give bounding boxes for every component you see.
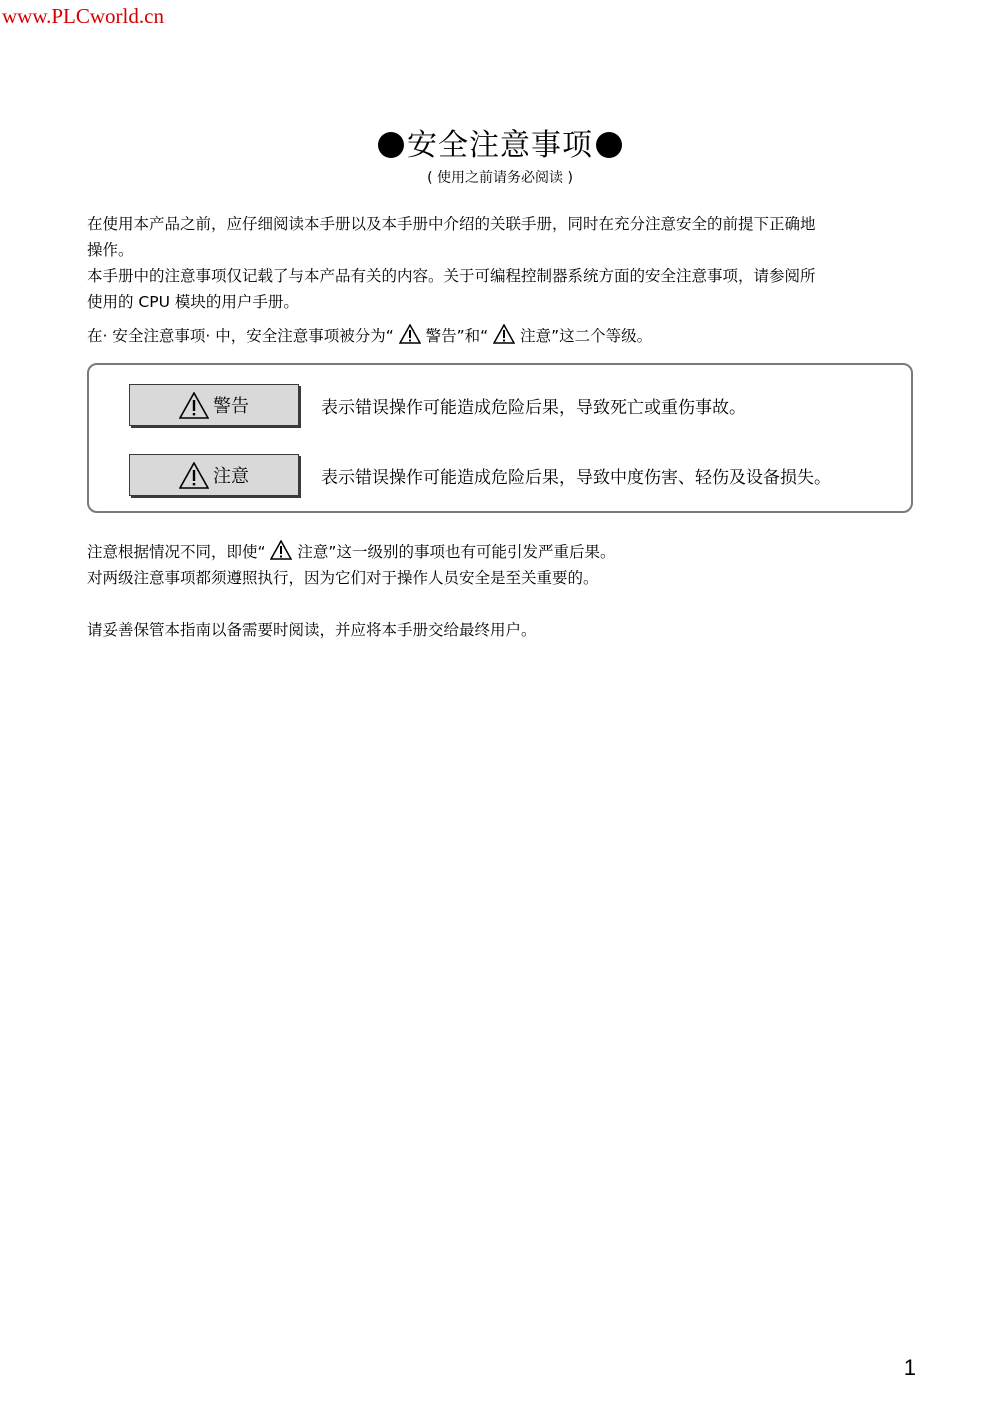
warning-triangle-icon (493, 324, 515, 344)
storage-note: 请妥善保管本指南以备需要时阅读，并应将本手册交给最终用户。 (87, 621, 537, 639)
warning-triangle-icon (399, 324, 421, 344)
levels-caution: 注意 (520, 327, 552, 345)
intro-line: 使用的 CPU 模块的用户手册。 (87, 293, 299, 311)
warning-triangle-icon (179, 462, 209, 489)
caution-description: 表示错误操作可能造成危险后果，导致中度伤害、轻伤及设备损失。 (321, 468, 831, 488)
filled-circle-icon (596, 132, 622, 158)
filled-circle-icon (378, 132, 404, 158)
after-line1-prefix: 注意根据情况不同，即使“ (87, 543, 266, 561)
intro-paragraph (87, 211, 917, 315)
page-title-text: 安全注意事项 (407, 128, 593, 163)
levels-sentence (87, 323, 917, 349)
levels-prefix: 在· 安全注意事项· 中，安全注意事项被分为“ (87, 327, 394, 345)
intro-line: 在使用本产品之前，应仔细阅读本手册以及本手册中介绍的关联手册，同时在充分注意安全的前提下正确地 (87, 215, 816, 233)
warning-triangle-icon (179, 392, 209, 419)
levels-middle: ”和“ (456, 327, 489, 345)
caution-label-box (129, 454, 299, 496)
caution-label: 注意 (213, 466, 249, 487)
warning-label: 警告 (213, 396, 249, 417)
watermark-link[interactable]: www.PLCworld.cn (2, 4, 164, 28)
intro-line: 操作。 (87, 241, 134, 259)
page-number: 1 (903, 1355, 916, 1380)
warning-label-box (129, 384, 299, 426)
safety-levels-box (87, 363, 913, 513)
after-line2: 对两级注意事项都须遵照执行，因为它们对于操作人员安全是至关重要的。 (87, 569, 599, 587)
warning-triangle-icon (270, 540, 292, 560)
levels-suffix: ”这二个等级。 (551, 327, 653, 345)
page-subtitle: ( 使用之前请务必阅读 ) (427, 170, 573, 186)
after-line1-suffix: ”这一级别的事项也有可能引发严重后果。 (328, 543, 616, 561)
warning-description: 表示错误操作可能造成危险后果，导致死亡或重伤事故。 (321, 398, 746, 418)
intro-line: 本手册中的注意事项仅记载了与本产品有关的内容。关于可编程控制器系统方面的安全注意事项，请参阅所 (87, 267, 816, 285)
levels-warning: 警告 (425, 327, 457, 345)
after-paragraph (87, 539, 917, 591)
page-title (0, 120, 1000, 164)
after-line1-caution: 注意 (297, 543, 329, 561)
